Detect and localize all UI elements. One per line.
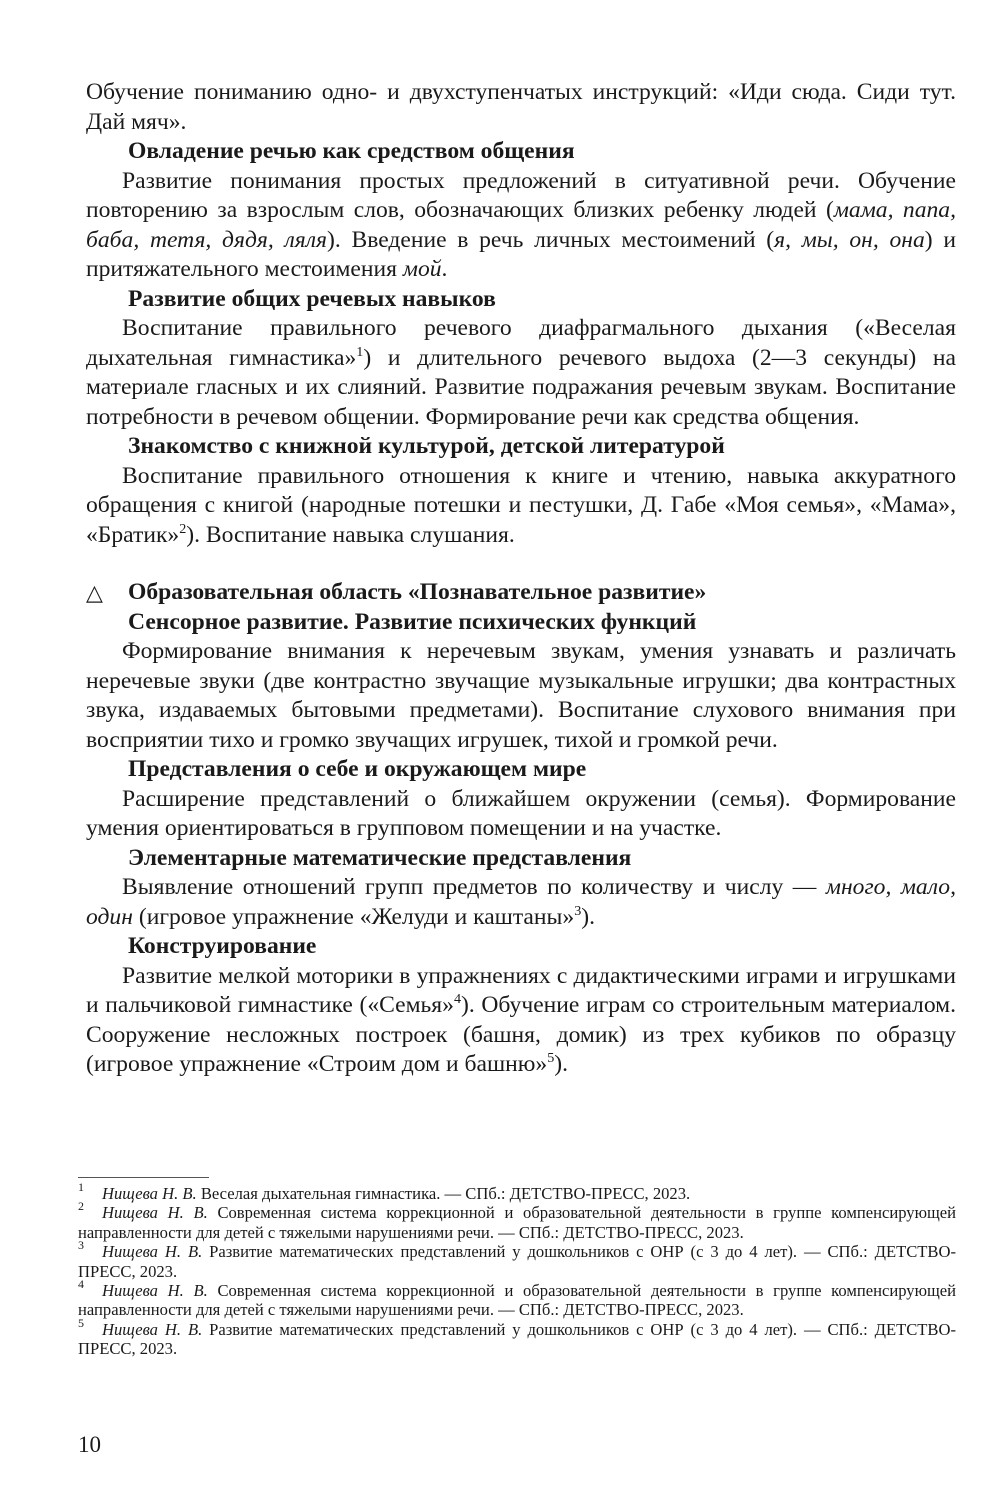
section-title: △ Образовательная область «Познавательное развитие» [86, 578, 956, 608]
paragraph-world: Расширение представлений о ближайшем окружении (семья). Формирование умения ориентироваться в групповом помещении и на участке. [86, 785, 956, 841]
footnote-ref-2: 2 [179, 520, 187, 537]
heading-skills: Развитие общих речевых навыков [128, 285, 496, 312]
paragraph-speech: Развитие понимания простых предложений в ситуативной речи. Обучение повторению за взрослым слов, обозначающих близких ребенку людей (мама, папа, баба, тетя, дядя, ляля). Введение в речь личных местоимений (я, мы, он, она) и притяжательного местоимения мой. [86, 167, 957, 282]
footnote-number: 5 [78, 1315, 84, 1330]
footnote: 3 Нищева Н. В. Развитие математических представлений у дошкольников с ОНР (с 3 до 4 лет). — СПб.: ДЕТСТВО-ПРЕСС, 2023. [78, 1238, 956, 1281]
paragraph-sensory: Формирование внимания к неречевым звукам, умения узнавать и различать неречевые звуки (две контрастно звучащие музыкальные игрушки; два контрастных звука, издаваемых бытовыми предметами). Воспитание слухового внимания при восприятии тихо и громко звучащих игрушек, тихой и громкой речи. [86, 638, 956, 753]
footnote-author: Нищева Н. В. [102, 1319, 203, 1339]
paragraph-construct: Развитие мелкой моторики в упражнениях с дидактическими играми и игрушками и пальчиковой гимнастике («Семья»$^4$). Обучение играм со строительным материалом. Сооружение несложных построек (башня, домик) из трех кубиков по образцу (игровое упражнение «Строим дом и башню»$^5$). [86, 962, 956, 1077]
triangle-icon: △ [86, 580, 103, 605]
footnote: 5 Нищева Н. В. Развитие математических представлений у дошкольников с ОНР (с 3 до 4 лет). — СПб.: ДЕТСТВО-ПРЕСС, 2023. [78, 1315, 956, 1359]
heading-books: Знакомство с книжной культурой, детской литературой [128, 433, 725, 459]
paragraph-math: Выявление отношений групп предметов по количеству и числу — много, мало, один (игровое упражнение «Желуди и каштаны»$^3$). [86, 874, 957, 930]
footnote-author: Нищева Н. В. [102, 1242, 203, 1262]
heading-construct: Конструирование [128, 933, 317, 959]
footnote-number: 4 [78, 1277, 84, 1292]
intro-paragraph: Обучение пониманию одно- и двухступенчатых инструкций: «Иди сюда. Сиди тут. Дай мяч». [86, 79, 956, 135]
footnotes [78, 1180, 957, 1359]
footnote-author: Нищева Н. В. [102, 1184, 197, 1203]
page-number: 10 [78, 1432, 101, 1457]
paragraph-books: Воспитание правильного отношения к книге и чтению, навыка аккуратного обращения с книгой (народные потешки и пестушки, Д. Габе «Моя семья», «Мама», «Братик»$^2$). Воспитание навыка слушания. [86, 462, 956, 548]
footnote-number: 2 [78, 1199, 84, 1214]
footnote-author: Нищева Н. В. [102, 1203, 208, 1223]
heading-speech: Овладение речью как средством общения [128, 138, 575, 164]
footnote-author: Нищева Н. В. [102, 1281, 208, 1301]
paragraph-skills: Воспитание правильного речевого диафрагмального дыхания («Веселая дыхательная гимнастика»$^1$) и длительного речевого выдоха (2—3 секунды) на материале гласных и их слияний. Развитие подражания речевым звукам. Воспитание потребности в речевом общении. Формирование речи как средства общения. [86, 315, 956, 430]
heading-sensory: Сенсорное развитие. Развитие психических функций [128, 608, 697, 635]
footnote: 1 Нищева Н. В. Веселая дыхательная гимнастика. — СПб.: ДЕТСТВО-ПРЕСС, 2023. [78, 1180, 691, 1203]
footnote: 2 Нищева Н. В. Современная система коррекционной и образовательной деятельности в группе компенсирующей направленности для детей с тяжелыми нарушениями речи. — СПб.: ДЕТСТВО-ПРЕСС, 2023. [78, 1199, 957, 1242]
main-text [86, 78, 956, 1080]
heading-world: Представления о себе и окружающем мире [128, 756, 587, 782]
footnote-number: 1 [78, 1180, 84, 1194]
footnote-number: 3 [78, 1238, 84, 1253]
footnote-ref-3: 3 [574, 902, 582, 919]
heading-math: Элементарные математические представления [128, 844, 632, 871]
footnote-ref-1: 1 [356, 343, 364, 360]
footnote-ref-5: 5 [547, 1050, 555, 1067]
footnote-ref-4: 4 [453, 991, 462, 1008]
footnote-divider [78, 1177, 209, 1178]
footnote: 4 Нищева Н. В. Современная система коррекционной и образовательной деятельности в группе компенсирующей направленности для детей с тяжелыми нарушениями речи. — СПб.: ДЕТСТВО-ПРЕСС, 2023. [78, 1277, 957, 1320]
